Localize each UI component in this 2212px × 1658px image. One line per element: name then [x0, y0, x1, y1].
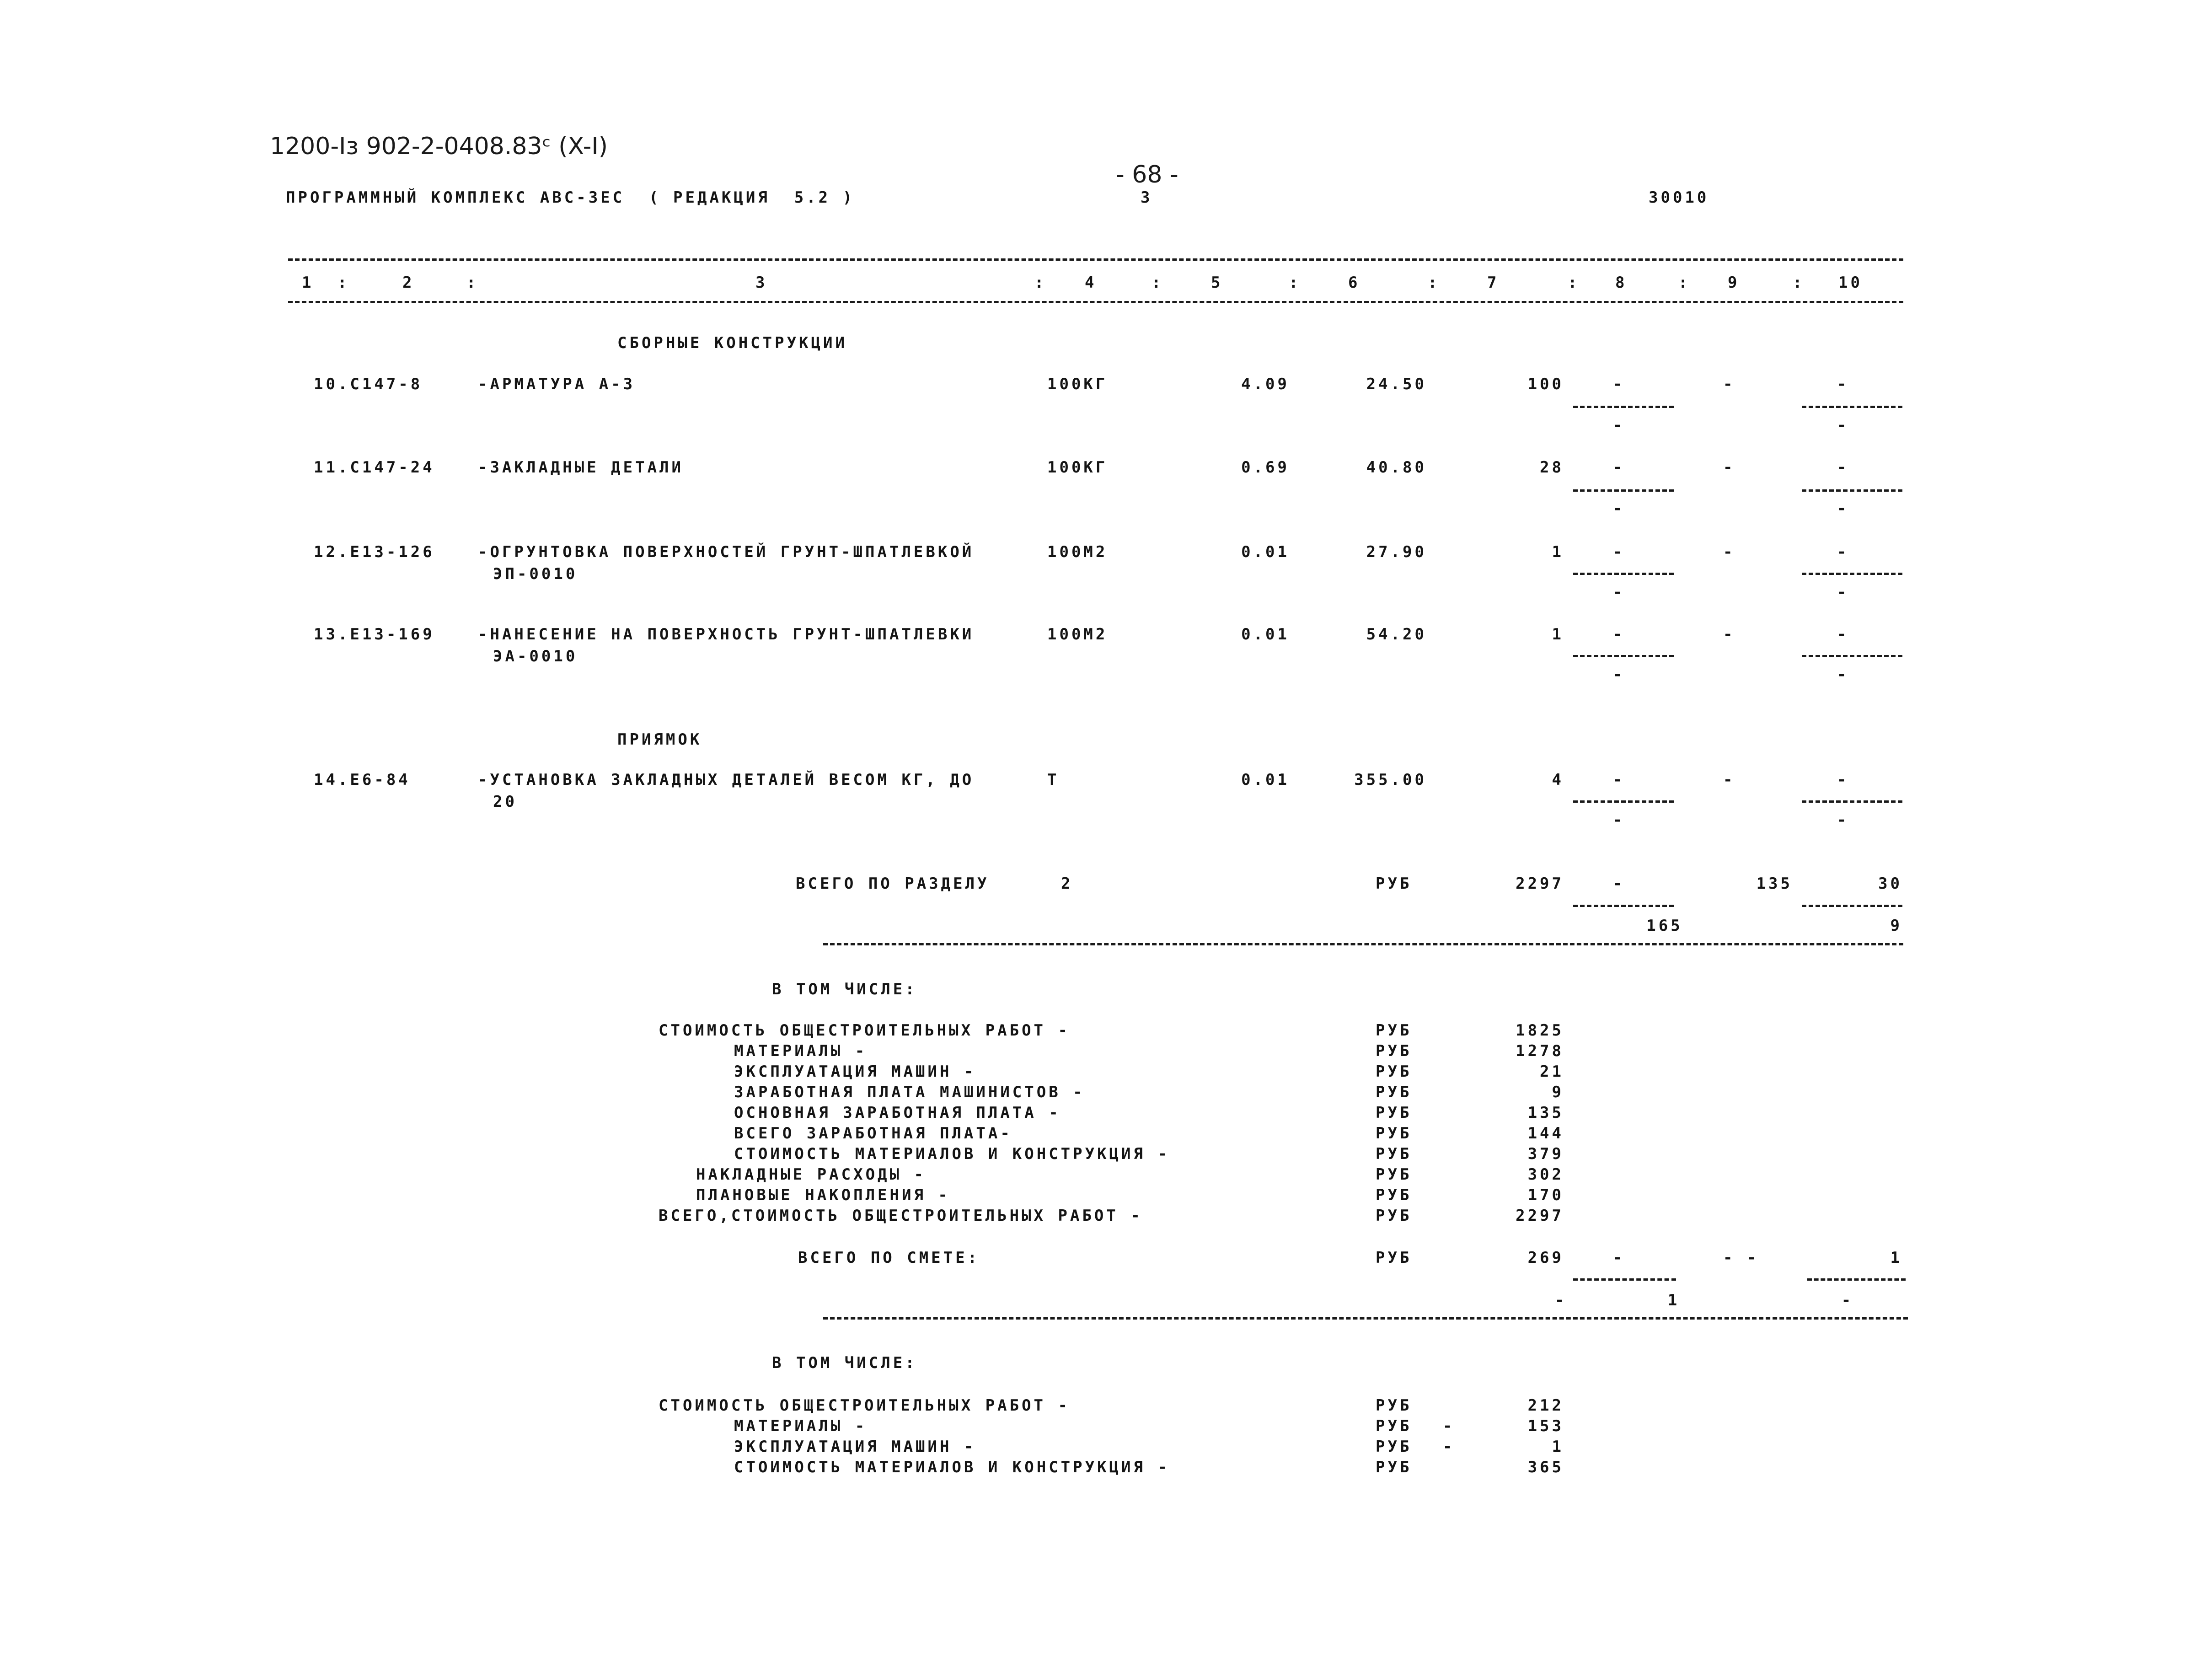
row-name: -АРМАТУРА А-3 — [478, 375, 636, 393]
row-total: 4 — [1552, 771, 1564, 789]
row-unit: 100КГ — [1047, 458, 1108, 477]
row-col8: - — [1612, 458, 1625, 477]
row-code: 10.С147-8 — [314, 375, 423, 393]
row-col8-second: - — [1612, 499, 1625, 518]
breakdown-value: 379 — [1527, 1145, 1564, 1163]
column-number: 3 — [755, 274, 768, 292]
estimate-total-col10-rule — [1807, 1278, 1906, 1281]
column-number: 9 — [1728, 274, 1740, 292]
estimate-total-value: 269 — [1527, 1249, 1564, 1267]
breakdown-label: МАТЕРИАЛЫ - — [734, 1042, 868, 1060]
row-col8: - — [1612, 543, 1625, 561]
column-separator: : — [1568, 274, 1580, 292]
page-number-printed: 3 — [1141, 188, 1153, 207]
row-quantity: 4.09 — [1241, 375, 1290, 393]
row-quantity: 0.69 — [1241, 458, 1290, 477]
row-col10-second: - — [1837, 583, 1849, 601]
breakdown-unit: РУБ — [1376, 1186, 1412, 1204]
row-quantity: 0.01 — [1241, 543, 1290, 561]
breakdown-label: ЭКСПЛУАТАЦИЯ МАШИН - — [734, 1438, 976, 1456]
estimate-total-unit: РУБ — [1376, 1249, 1412, 1267]
breakdown-value: 170 — [1527, 1186, 1564, 1204]
estimate-total-col8: - — [1612, 1249, 1625, 1267]
row-col10: - — [1837, 543, 1849, 561]
breakdown-value: 1 — [1552, 1438, 1564, 1456]
row-name-continuation: 20 — [493, 793, 517, 811]
header-top-rule — [288, 258, 1903, 261]
column-separator: : — [1793, 274, 1805, 292]
breakdown-unit: РУБ — [1376, 1042, 1412, 1060]
row-col10-rule — [1802, 489, 1902, 492]
row-unit-price: 24.50 — [1366, 375, 1427, 393]
breakdown-value: 135 — [1527, 1104, 1564, 1122]
row-col10: - — [1837, 771, 1849, 789]
estimate-total-label: ВСЕГО ПО СМЕТЕ: — [798, 1249, 980, 1267]
breakdown-label: ВСЕГО ЗАРАБОТНАЯ ПЛАТА- — [734, 1124, 1012, 1143]
breakdown-value: 1825 — [1516, 1021, 1564, 1040]
row-col10-rule — [1802, 655, 1902, 657]
row-col10-rule — [1802, 406, 1902, 408]
column-number: 1 — [302, 274, 314, 292]
row-col9: - — [1723, 375, 1735, 393]
document-number: 30010 — [1649, 188, 1709, 207]
breakdown-label: СТОИМОСТЬ ОБЩЕСТРОИТЕЛЬНЫХ РАБОТ - — [659, 1021, 1070, 1040]
header-bottom-rule — [288, 301, 1903, 303]
breakdown-value: 144 — [1527, 1124, 1564, 1143]
program-title: ПРОГРАММНЫЙ КОМПЛЕКС АВС-3ЕС ( РЕДАКЦИЯ 5.2 ) — [286, 188, 855, 207]
column-number: 10 — [1838, 274, 1863, 292]
column-number: 5 — [1211, 274, 1223, 292]
row-col8-second: - — [1612, 811, 1625, 829]
breakdown-title: В ТОМ ЧИСЛЕ: — [772, 1354, 917, 1372]
breakdown-label: ЭКСПЛУАТАЦИЯ МАШИН - — [734, 1062, 976, 1081]
breakdown-label: МАТЕРИАЛЫ - — [734, 1417, 868, 1435]
breakdown-value: 365 — [1527, 1458, 1564, 1476]
row-total: 100 — [1527, 375, 1564, 393]
breakdown-unit: РУБ — [1376, 1438, 1412, 1456]
column-separator: : — [1678, 274, 1691, 292]
row-name: -ЗАКЛАДНЫЕ ДЕТАЛИ — [478, 458, 684, 477]
breakdown-label: НАКЛАДНЫЕ РАСХОДЫ - — [696, 1165, 926, 1184]
estimate-total-rule — [823, 1317, 1908, 1320]
breakdown-value: 2297 — [1516, 1207, 1564, 1225]
row-col10-rule — [1802, 800, 1902, 803]
row-col9: - — [1723, 543, 1735, 561]
row-col8-rule — [1573, 406, 1674, 408]
column-number: 2 — [402, 274, 415, 292]
section-total-col9: 135 — [1756, 875, 1793, 893]
row-col8-rule — [1573, 573, 1674, 575]
row-code: 12.Е13-126 — [314, 543, 435, 561]
breakdown-unit: РУБ — [1376, 1145, 1412, 1163]
row-code: 14.Е6-84 — [314, 771, 411, 789]
column-separator: : — [1289, 274, 1301, 292]
breakdown-value: 1278 — [1516, 1042, 1564, 1060]
row-code: 11.С147-24 — [314, 458, 435, 477]
estimate-total-col9a: - — [1723, 1249, 1735, 1267]
breakdown-unit: РУБ — [1376, 1104, 1412, 1122]
row-col8-rule — [1573, 655, 1674, 657]
breakdown-unit: РУБ — [1376, 1417, 1412, 1435]
section-total-rule — [823, 943, 1903, 945]
breakdown-label: СТОИМОСТЬ МАТЕРИАЛОВ И КОНСТРУКЦИЯ - — [734, 1145, 1170, 1163]
breakdown-unit: РУБ — [1376, 1021, 1412, 1040]
document-code: 1200-Iз 902-2-0408.83ᶜ (X-I) — [270, 133, 608, 160]
breakdown-label: ПЛАНОВЫЕ НАКОПЛЕНИЯ - — [696, 1186, 950, 1204]
row-col8: - — [1612, 625, 1625, 644]
section-total-col10-second: 9 — [1890, 917, 1902, 935]
row-col8-second: - — [1612, 583, 1625, 601]
breakdown-title: В ТОМ ЧИСЛЕ: — [772, 980, 917, 998]
section-total-label: ВСЕГО ПО РАЗДЕЛУ — [796, 875, 990, 893]
section-title: СБОРНЫЕ КОНСТРУКЦИИ — [617, 334, 847, 352]
estimate-total-col8-second: 1 — [1667, 1291, 1680, 1309]
row-unit-price: 54.20 — [1366, 625, 1427, 644]
row-col9: - — [1723, 458, 1735, 477]
section-total-value: 2297 — [1516, 875, 1564, 893]
row-col10-second: - — [1837, 665, 1849, 684]
row-name-continuation: ЭП-0010 — [493, 565, 578, 583]
row-unit: Т — [1047, 771, 1060, 789]
column-separator: : — [1152, 274, 1164, 292]
breakdown-value: 302 — [1527, 1165, 1564, 1184]
row-col8: - — [1612, 771, 1625, 789]
section-total-number: 2 — [1061, 875, 1073, 893]
row-col8-second: - — [1612, 416, 1625, 435]
row-col10: - — [1837, 458, 1849, 477]
row-col8: - — [1612, 375, 1625, 393]
breakdown-mark: - — [1443, 1438, 1455, 1456]
breakdown-value: 153 — [1527, 1417, 1564, 1435]
breakdown-unit: РУБ — [1376, 1165, 1412, 1184]
estimate-total-col10-second: - — [1841, 1291, 1854, 1309]
breakdown-label: ВСЕГО,СТОИМОСТЬ ОБЩЕСТРОИТЕЛЬНЫХ РАБОТ - — [659, 1207, 1143, 1225]
column-number: 8 — [1615, 274, 1628, 292]
estimate-total-col7-second: - — [1555, 1291, 1567, 1309]
breakdown-unit: РУБ — [1376, 1207, 1412, 1225]
breakdown-label: СТОИМОСТЬ МАТЕРИАЛОВ И КОНСТРУКЦИЯ - — [734, 1458, 1170, 1476]
section-total-col8-rule — [1573, 905, 1674, 907]
column-separator: : — [337, 274, 350, 292]
row-unit-price: 355.00 — [1354, 771, 1427, 789]
row-quantity: 0.01 — [1241, 771, 1290, 789]
row-name: -НАНЕСЕНИЕ НА ПОВЕРХНОСТЬ ГРУНТ-ШПАТЛЕВКИ — [478, 625, 975, 644]
breakdown-label: ОСНОВНАЯ ЗАРАБОТНАЯ ПЛАТА - — [734, 1104, 1061, 1122]
row-unit-price: 27.90 — [1366, 543, 1427, 561]
row-col10: - — [1837, 375, 1849, 393]
breakdown-mark: - — [1443, 1417, 1455, 1435]
estimate-total-col8-rule — [1573, 1278, 1676, 1281]
row-name: -УСТАНОВКА ЗАКЛАДНЫХ ДЕТАЛЕЙ ВЕСОМ КГ, ДО — [478, 771, 975, 789]
breakdown-unit: РУБ — [1376, 1396, 1412, 1415]
breakdown-unit: РУБ — [1376, 1083, 1412, 1101]
row-unit-price: 40.80 — [1366, 458, 1427, 477]
column-number: 7 — [1487, 274, 1500, 292]
breakdown-label: СТОИМОСТЬ ОБЩЕСТРОИТЕЛЬНЫХ РАБОТ - — [659, 1396, 1070, 1415]
breakdown-value: 9 — [1552, 1083, 1564, 1101]
section-total-col8-second: 165 — [1646, 917, 1683, 935]
section-title: ПРИЯМОК — [617, 730, 702, 749]
row-col8-rule — [1573, 800, 1674, 803]
row-col10-rule — [1802, 573, 1902, 575]
row-col8-rule — [1573, 489, 1674, 492]
row-total: 28 — [1540, 458, 1564, 477]
column-separator: : — [1034, 274, 1047, 292]
breakdown-value: 212 — [1527, 1396, 1564, 1415]
column-number: 6 — [1348, 274, 1360, 292]
row-quantity: 0.01 — [1241, 625, 1290, 644]
row-col10-second: - — [1837, 416, 1849, 435]
breakdown-value: 21 — [1540, 1062, 1564, 1081]
section-total-col10: 30 — [1878, 875, 1902, 893]
row-col8-second: - — [1612, 665, 1625, 684]
row-col10-second: - — [1837, 499, 1849, 518]
row-name-continuation: ЭА-0010 — [493, 647, 578, 665]
column-separator: : — [1428, 274, 1440, 292]
row-name: -ОГРУНТОВКА ПОВЕРХНОСТЕЙ ГРУНТ-ШПАТЛЕВКОЙ — [478, 543, 975, 561]
column-number: 4 — [1085, 274, 1097, 292]
section-total-col8: - — [1612, 875, 1625, 893]
row-unit: 100М2 — [1047, 625, 1108, 644]
estimate-total-col10: 1 — [1890, 1249, 1902, 1267]
breakdown-unit: РУБ — [1376, 1458, 1412, 1476]
breakdown-unit: РУБ — [1376, 1062, 1412, 1081]
row-code: 13.Е13-169 — [314, 625, 435, 644]
row-col9: - — [1723, 625, 1735, 644]
row-unit: 100М2 — [1047, 543, 1108, 561]
row-total: 1 — [1552, 543, 1564, 561]
column-separator: : — [466, 274, 479, 292]
section-total-col10-rule — [1802, 905, 1902, 907]
row-col9: - — [1723, 771, 1735, 789]
page-number-handwritten: - 68 - — [1116, 161, 1178, 188]
estimate-total-col9b: - — [1747, 1249, 1759, 1267]
breakdown-unit: РУБ — [1376, 1124, 1412, 1143]
breakdown-label: ЗАРАБОТНАЯ ПЛАТА МАШИНИСТОВ - — [734, 1083, 1085, 1101]
row-unit: 100КГ — [1047, 375, 1108, 393]
row-col10: - — [1837, 625, 1849, 644]
row-col10-second: - — [1837, 811, 1849, 829]
section-total-unit: РУБ — [1376, 875, 1412, 893]
row-total: 1 — [1552, 625, 1564, 644]
